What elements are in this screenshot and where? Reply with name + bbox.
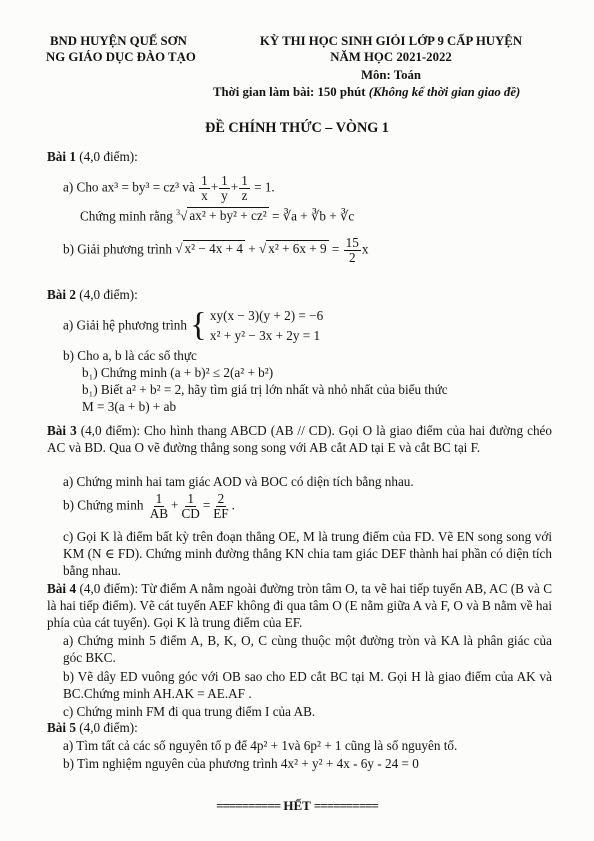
bai5-points: (4,0 điểm): [79,720,138,735]
header-left-line1: BND HUYỆN QUẾ SƠN [50,34,187,48]
bai4-intro-text: (4,0 điểm): Từ điểm A nằm ngoài đường tròn tâm O, ta vẽ hai tiếp tuyến AB, AC (B và C là hai tiếp điểm). Vẽ cát tuyến AEF không đi qua tâm O (E nằm giữa A và F, O và B nằm về hai phía của cát tuyến). Gọi K là trung điểm của EF. [47,581,552,630]
header-left-line2: NG GIÁO DỤC ĐÀO TẠO [46,50,196,64]
bai1-points: (4,0 điểm): [79,149,138,164]
bai1-b-text: b) Giải phương trình [63,241,172,257]
bai2-a-text: a) Giải hệ phương trình [63,317,187,333]
bai1-b-var: x [361,241,369,257]
bai3-b-text: b) Chứng minh [63,497,144,513]
bai1-a-prove [80,208,354,225]
frac-1-y: $\frac{1}{y}$ [221,173,228,203]
cube-root-expr: $^3$√ ax² + by² + cz² [176,208,267,224]
end-marker [0,798,594,814]
system-brace: { [190,306,207,344]
frac-1-ab: $\frac{1}{AB}$ [149,491,169,521]
bai4-label: Bài 4 [47,581,77,596]
bai2-b2: b₁) Biết a² + b² = 2, hãy tìm giá trị lớn nhất và nhỏ nhất của biểu thức [82,382,448,397]
sqrt-expr-2: √ x² + 6x + 9 [258,241,327,257]
sqrt-expr-1: √ x² − 4x + 4 [175,241,243,257]
bai2-b2-expr: M = 3(a + b) + ab [82,399,177,414]
equation-2: x² + y² − 3x + 2y = 1 [209,327,321,343]
header-time [213,85,520,101]
page-title: ĐỀ CHÍNH THỨC – VÒNG 1 [205,120,389,136]
frac-1-z: $\frac{1}{z}$ [241,173,248,203]
bai4-c: c) Chứng minh FM đi qua trung điểm I của AB. [63,704,316,719]
end-rule-right: ========== [313,798,378,813]
bai1-label: Bài 1 [47,149,76,164]
frac-2-ef: $\frac{2}{EF}$ [213,491,229,521]
bai3-c: c) Gọi K là điểm bất kỳ trên đoạn thẳng OE, M là trung điểm của FD. Vẽ EN song song với KM (N ∈ FD). Chứng minh đường thẳng KN chia tam giác DEF thành hai phần có diện tích bằng nhau. [63,529,552,578]
header-subject: Môn: Toán [360,68,422,82]
bai5-b: b) Tìm nghiệm nguyên của phương trình 4x² + y² + 4x - 6y - 24 = 0 [63,756,419,771]
bai2-label: Bài 2 [47,287,76,302]
bai5-heading [47,720,138,737]
frac-15-2: $\frac{15}{2}$ [345,235,359,265]
header-exam-title: KỲ THI HỌC SINH GIỎI LỚP 9 CẤP HUYỆN [259,34,523,48]
bai1-a-text: a) Cho ax³ = by³ = cz³ và [63,179,195,195]
bai2-b: b) Cho a, b là các số thực [63,348,197,363]
bai1-a-prove-text: Chứng minh rằng [80,208,173,224]
bai3-intro-text: (4,0 điểm): Cho hình thang ABCD (AB // CD). Gọi O là giao điểm của hai đường chéo AC và BD. Qua O vẽ đường thẳng song song với AB cắt AD tại E và cắt BC tại F. [47,423,552,455]
bai2-points: (4,0 điểm): [79,287,138,302]
time-label: Thời gian làm bài: 150 phút [213,85,366,99]
bai3-b: b) Chứng minh $\frac{1}{AB}$ + $\frac{1}{CD}$ = $\frac{2}{EF}$ . [63,491,235,521]
bai5-a: a) Tìm tất cả các số nguyên tố p để 4p² + 1và 6p² + 1 cũng là số nguyên tố. [63,738,458,753]
bai2-heading [47,287,138,304]
bai3-label: Bài 3 [47,423,77,438]
bai3-a: a) Chứng minh hai tam giác AOD và BOC có diện tích bằng nhau. [63,474,414,489]
bai4-a: a) Chứng minh 5 điểm A, B, K, O, C cùng thuộc một đường tròn và KA là phân giác của góc BKC. [63,633,552,665]
bai2-a [63,306,323,346]
equation-system [210,306,323,346]
end-text: HẾT [283,798,311,813]
bai1-a-prove-rhs: = ∛a + ∛b + ∛c [271,208,355,224]
bai1-a: a) Cho ax³ = by³ = cz³ và $\frac{1}{x}$ + $\frac{1}{y}$ + $\frac{1}{z}$ = 1. [63,173,275,203]
bai1-b: b) Giải phương trình √ x² − 4x + 4 + √ x² + 6x + 9 = $\frac{15}{2}$ x [63,235,369,265]
bai2-b1: b₁) Chứng minh (a + b)² ≤ 2(a² + b²) [82,365,274,380]
end-rule-left: ========== [216,798,281,813]
frac-1-cd: $\frac{1}{CD}$ [181,491,200,521]
bai5-label: Bài 5 [47,720,76,735]
time-note: (Không kể thời gian giao đề) [368,85,521,99]
equation-1: xy(x − 3)(y + 2) = −6 [209,308,324,323]
bai1-heading [47,149,138,166]
frac-1-x: $\frac{1}{x}$ [201,173,208,203]
bai1-a-eq: = 1. [254,179,275,195]
header-school-year: NĂM HỌC 2021-2022 [330,50,452,64]
bai3-intro [47,422,552,456]
bai4-intro [47,580,552,631]
bai4-b: b) Vẽ dây ED vuông góc với OB sao cho ED cắt BC tại M. Gọi H là giao điểm của AK và BC.Chứng minh AH.AK = AE.AF . [63,669,552,701]
